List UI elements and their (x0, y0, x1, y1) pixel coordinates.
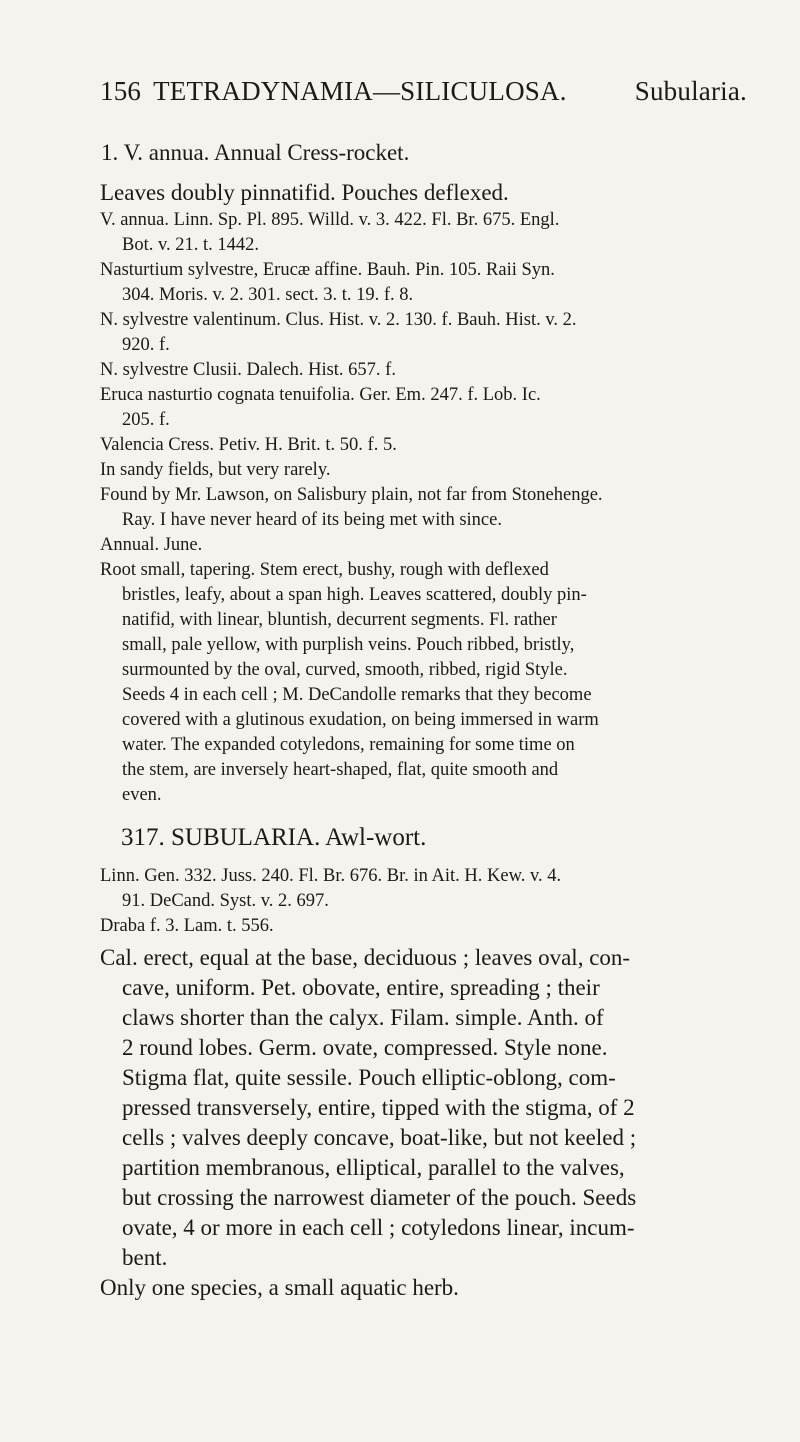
habitat-line: Found by Mr. Lawson, on Salisbury plain, not far from Stonehenge. (100, 485, 603, 505)
character-line: partition membranous, elliptical, parallel to the valves, (122, 1155, 625, 1180)
species-heading: 1. V. annua. Annual Cress-rocket. (101, 140, 410, 165)
character-line: claws shorter than the calyx. Filam. simple. Anth. of (122, 1005, 604, 1030)
reference-line: 205. f. (122, 410, 170, 430)
character-line: cells ; valves deeply concave, boat-like, but not keeled ; (122, 1125, 637, 1150)
genus-reference-line: Linn. Gen. 332. Juss. 240. Fl. Br. 676. Br. in Ait. H. Kew. v. 4. (100, 866, 562, 886)
species-description (100, 558, 740, 808)
species-diagnosis: Leaves doubly pinnatifid. Pouches deflexed. (100, 180, 509, 205)
genus-reference-line: 91. DeCand. Syst. v. 2. 697. (122, 891, 329, 911)
reference-line: V. annua. Linn. Sp. Pl. 895. Willd. v. 3. 422. Fl. Br. 675. Engl. (100, 210, 560, 230)
character-line: cave, uniform. Pet. obovate, entire, spreading ; their (122, 975, 600, 1000)
page-body (100, 138, 740, 1303)
reference-line: 920. f. (122, 335, 170, 355)
genus-characters (100, 943, 740, 1273)
genus-reference-line: Draba f. 3. Lam. t. 556. (100, 916, 274, 936)
reference-line: Eruca nasturtio cognata tenuifolia. Ger. Em. 247. f. Lob. Ic. (100, 385, 541, 405)
running-header (100, 76, 747, 107)
description-line: the stem, are inversely heart-shaped, flat, quite smooth and (122, 760, 559, 780)
description-line: bristles, leafy, about a span high. Leaves scattered, doubly pin- (122, 585, 587, 605)
closing-note: Only one species, a small aquatic herb. (100, 1275, 459, 1300)
description-line: Seeds 4 in each cell ; M. DeCandolle remarks that they become (122, 685, 592, 705)
reference-line: Bot. v. 21. t. 1442. (122, 235, 260, 255)
character-line: but crossing the narrowest diameter of the pouch. Seeds (122, 1185, 637, 1210)
character-line: 2 round lobes. Germ. ovate, compressed. Style none. (122, 1035, 608, 1060)
genus-references (100, 864, 740, 939)
reference-line: N. sylvestre Clusii. Dalech. Hist. 657. f. (100, 360, 396, 380)
habitat-notes (100, 458, 740, 558)
habitat-line: Ray. I have never heard of its being met with since. (122, 510, 502, 530)
character-line: bent. (122, 1245, 168, 1270)
description-line: natifid, with linear, bluntish, decurrent segments. Fl. rather (122, 610, 557, 630)
character-line: Cal. erect, equal at the base, deciduous ; leaves oval, con- (100, 945, 631, 970)
reference-line: N. sylvestre valentinum. Clus. Hist. v. 2. 130. f. Bauh. Hist. v. 2. (100, 310, 577, 330)
reference-line: 304. Moris. v. 2. 301. sect. 3. t. 19. f. 8. (122, 285, 414, 305)
description-line: even. (122, 785, 162, 805)
character-line: pressed transversely, entire, tipped with the stigma, of 2 (122, 1095, 635, 1120)
description-line: Root small, tapering. Stem erect, bushy, rough with deflexed (100, 560, 549, 580)
description-line: surmounted by the oval, curved, smooth, ribbed, rigid Style. (122, 660, 568, 680)
reference-line: Nasturtium sylvestre, Erucæ affine. Bauh. Pin. 105. Raii Syn. (100, 260, 555, 280)
genus-heading: 317. SUBULARIA. Awl-wort. (121, 824, 427, 851)
habitat-line: In sandy fields, but very rarely. (100, 460, 331, 480)
habitat-line: Annual. June. (100, 535, 203, 555)
section-title: TETRADYNAMIA—SILICULOSA. (153, 76, 567, 106)
genus-running-title: Subularia. (634, 76, 747, 106)
description-line: water. The expanded cotyledons, remaining for some time on (122, 735, 575, 755)
species-references (100, 208, 740, 458)
description-line: covered with a glutinous exudation, on being immersed in warm (122, 710, 599, 730)
character-line: ovate, 4 or more in each cell ; cotyledons linear, incum- (122, 1215, 635, 1240)
page-number: 156 (100, 76, 142, 106)
character-line: Stigma flat, quite sessile. Pouch elliptic-oblong, com- (122, 1065, 616, 1090)
reference-line: Valencia Cress. Petiv. H. Brit. t. 50. f. 5. (100, 435, 397, 455)
description-line: small, pale yellow, with purplish veins. Pouch ribbed, bristly, (122, 635, 575, 655)
